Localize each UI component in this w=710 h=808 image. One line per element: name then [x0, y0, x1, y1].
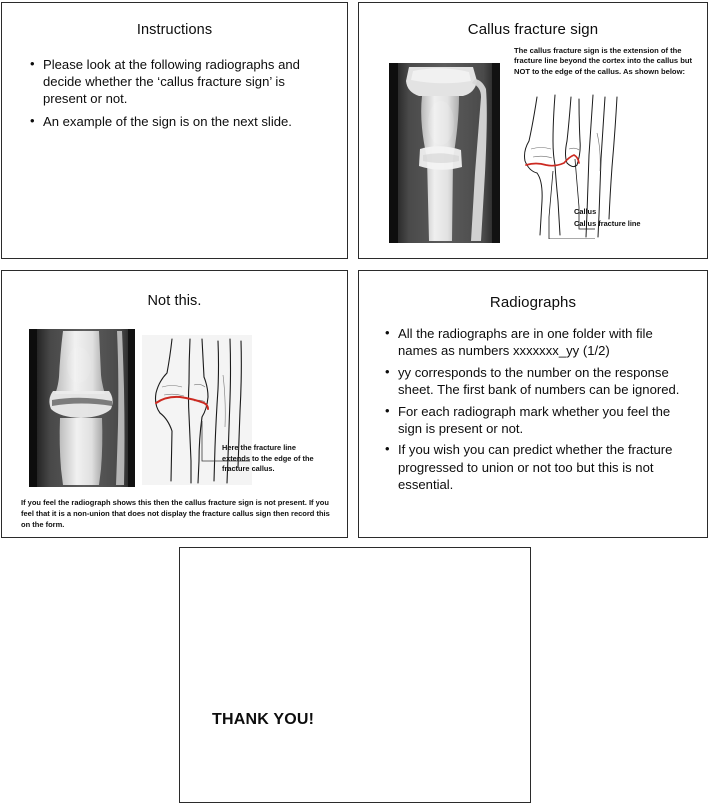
not-this-caption: Here the fracture line extends to the edge of the fracture callus.: [222, 443, 314, 474]
label-callus: Callus: [574, 207, 597, 216]
radiographs-bullet-list: [383, 325, 691, 494]
list-item: • For each radiograph mark whether you feel the sign is present or not.: [383, 403, 691, 438]
slide-callus-fracture-sign[interactable]: [358, 2, 708, 259]
page-title: Radiographs: [489, 294, 577, 311]
callus-description: The callus fracture sign is the extension of the fracture line beyond the cortex into the callus but NOT to the edge of the callus. As shown below:: [514, 46, 693, 76]
diagram-label-group: [574, 206, 641, 230]
label-callus-fracture-line: Callus fracture line: [574, 219, 641, 228]
page-title: Callus fracture sign: [467, 21, 599, 38]
not-this-footnote: If you feel the radiograph shows this then the callus fracture sign is not present. If you feel that it is a non-union that does not display the fracture callus sign then record this on the form.: [21, 498, 330, 529]
list-item: • Please look at the following radiographs and decide whether the ‘callus fracture sign’ is present or not.: [28, 56, 325, 108]
not-this-slide-body: [2, 315, 347, 537]
slide-not-this[interactable]: [1, 270, 348, 538]
list-item: • An example of the sign is on the next slide.: [28, 113, 325, 130]
instructions-bullet-list: [28, 56, 325, 130]
thank-you-text: THANK YOU!: [212, 711, 315, 728]
list-item: • If you wish you can predict whether the fracture progressed to union or not too but this is not essential.: [383, 441, 691, 493]
list-item: • All the radiographs are in one folder with file names as numbers xxxxxxx_yy (1/2): [383, 325, 691, 360]
list-item: • yy corresponds to the number on the response sheet. The first bank of numbers can be ignored.: [383, 364, 691, 399]
callus-slide-body: [359, 41, 707, 258]
radiograph-image-tibia: [389, 63, 500, 243]
slide-instructions[interactable]: [1, 2, 348, 259]
slide-radiographs[interactable]: [358, 270, 708, 538]
slide-thank-you[interactable]: [179, 547, 531, 803]
page-title: Instructions: [136, 22, 213, 38]
radiograph-image-knee: [29, 329, 135, 487]
page-title: Not this.: [147, 293, 202, 309]
